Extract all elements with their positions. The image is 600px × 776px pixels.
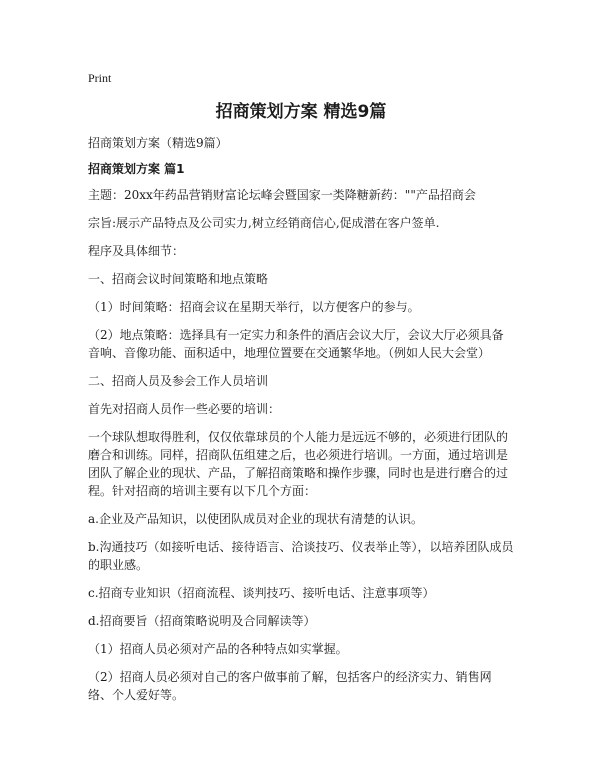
list-item-d: d.招商要旨（招商策略说明及合同解读等） xyxy=(88,614,316,628)
paragraph-point-1: （1）招商人员必须对产品的各种特点如实掌握。 xyxy=(88,642,348,656)
heading-staff-training: 二、招商人员及参会工作人员培训 xyxy=(88,374,269,388)
document-title: 招商策划方案 精选9篇 xyxy=(215,102,387,122)
paragraph-location-strategy: （2）地点策略：选择具有一定实力和条件的酒店会议大厅，会议大厅必须具备音响、音像功能、面积适中，地理位置要在交通繁华地。（例如人民大会堂） xyxy=(88,328,504,360)
list-item-b: b.沟通技巧（如接听电话、接待语言、洽谈技巧、仪表举止等），以培养团队成员的职业感。 xyxy=(88,540,514,572)
paragraph-procedure: 程序及具体细节： xyxy=(88,244,185,258)
print-label[interactable]: Print xyxy=(88,71,112,85)
paragraph-time-strategy: （1）时间策略：招商会议在星期天举行，以方便客户的参与。 xyxy=(88,300,420,314)
list-item-a: a.企业及产品知识，以使团队成员对企业的现状有清楚的认识。 xyxy=(88,512,423,526)
document-subtitle: 招商策划方案（精选9篇） xyxy=(88,136,228,150)
paragraph-theme: 主题：20xx年药品营销财富论坛峰会暨国家一类降糖新药：""产品招商会 xyxy=(88,188,476,202)
section-title: 招商策划方案 篇1 xyxy=(88,162,185,176)
list-item-c: c.招商专业知识（招商流程、谈判技巧、接听电话、注意事项等） xyxy=(88,586,435,600)
paragraph-purpose: 宗旨:展示产品特点及公司实力,树立经销商信心,促成潜在客户签单. xyxy=(88,216,440,230)
paragraph-point-2: （2）招商人员必须对自己的客户做事前了解，包括客户的经济实力、销售网络、个人爱好等。 xyxy=(88,670,492,702)
paragraph-team-training: 一个球队想取得胜利，仅仅依靠球员的个人能力是远远不够的，必须进行团队的磨合和训练。同样，招商队伍组建之后，也必须进行培训。一方面，通过培训是团队了解企业的现状、产品，了解招商策略和操作步骤，同时也是进行磨合的过程。针对招商的培训主要有以下几个方面： xyxy=(88,430,509,498)
paragraph-training-intro: 首先对招商人员作一些必要的培训： xyxy=(88,402,281,416)
heading-time-location: 一、招商会议时间策略和地点策略 xyxy=(88,272,269,286)
